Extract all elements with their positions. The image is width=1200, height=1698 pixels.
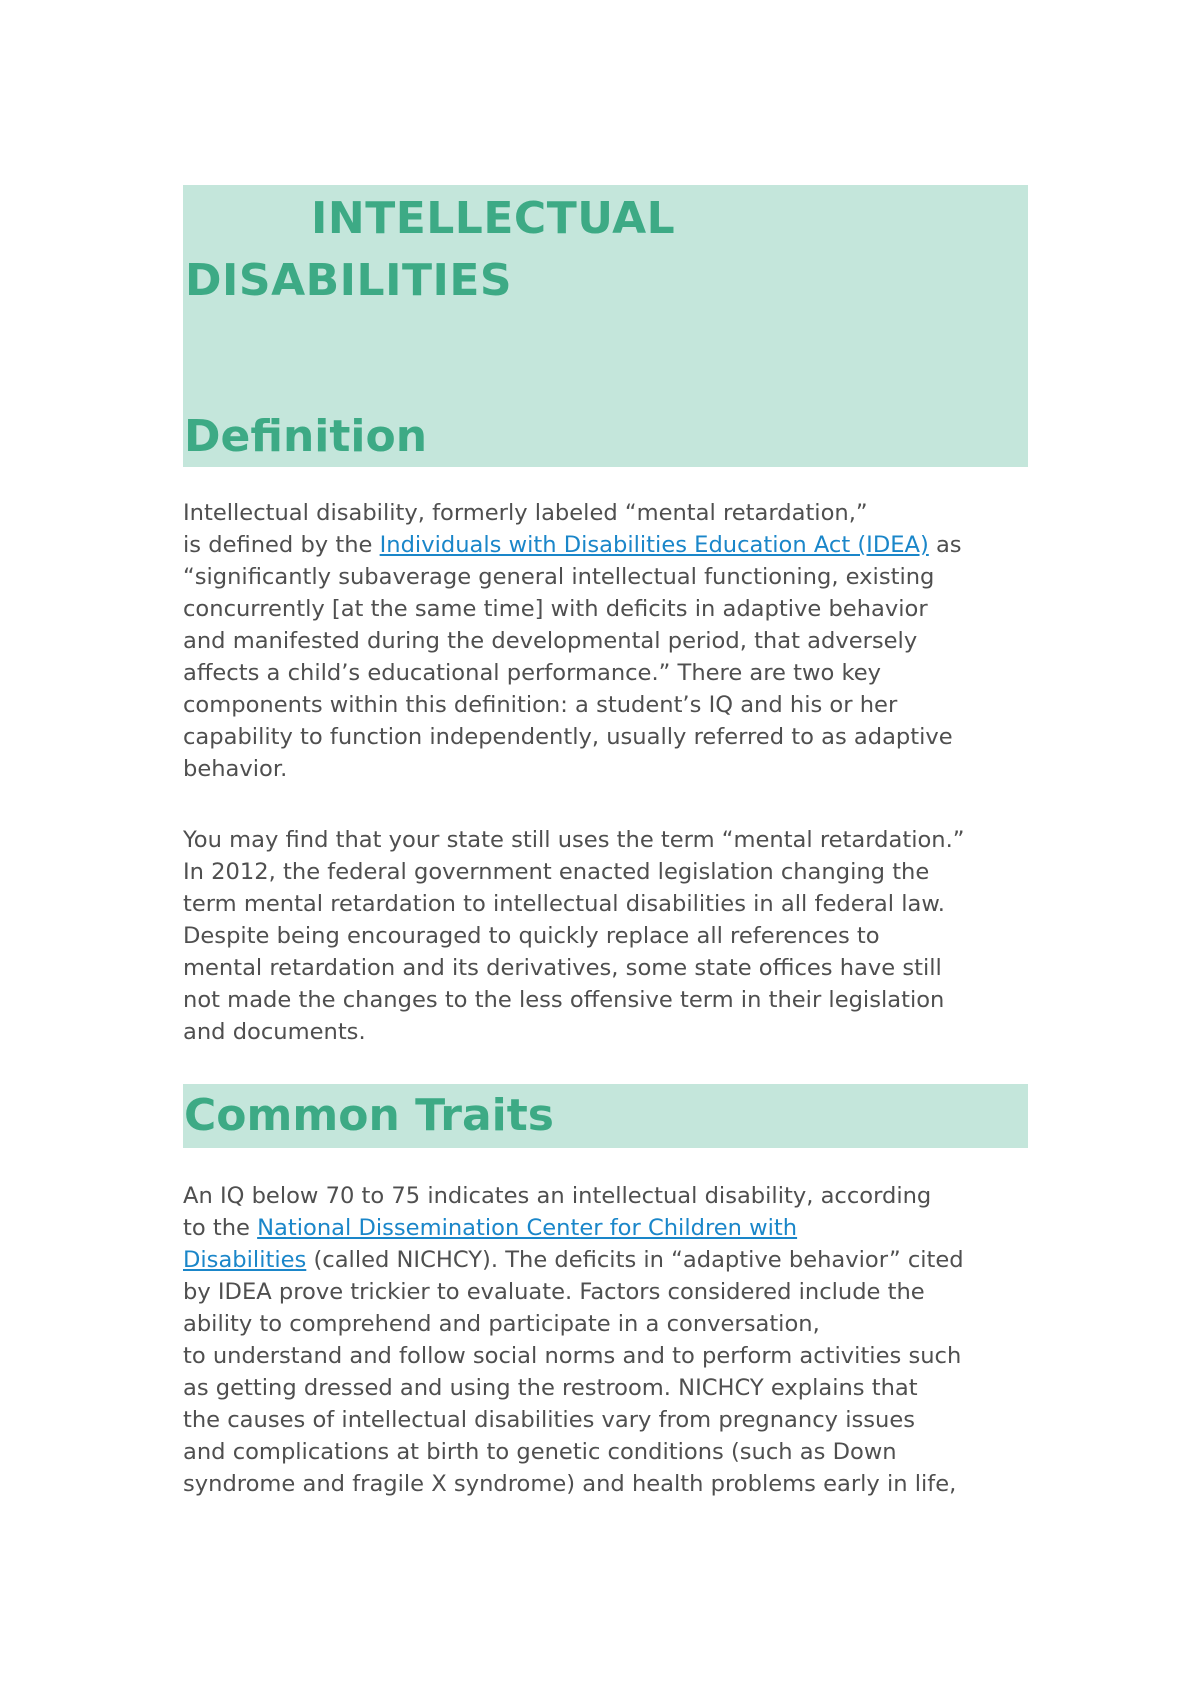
document-title-line-2: DISABILITIES: [185, 255, 513, 306]
text-line: and manifested during the developmental period, that adversely: [183, 628, 918, 654]
text-line: syndrome and fragile X syndrome) and health problems early in life,: [183, 1471, 957, 1497]
title-block: [183, 185, 1028, 467]
text-line: [183, 1212, 1028, 1244]
text-line: Intellectual disability, formerly labeled “mental retardation,”: [183, 500, 868, 526]
text-line: An IQ below 70 to 75 indicates an intellectual disability, according: [183, 1183, 932, 1209]
text-line: and complications at birth to genetic conditions (such as Down: [183, 1439, 897, 1465]
text-line: Despite being encouraged to quickly replace all references to: [183, 923, 880, 949]
text-line: [183, 529, 1028, 561]
text-line: term mental retardation to intellectual disabilities in all federal law.: [183, 891, 945, 917]
common-traits-heading-bar: [183, 1084, 1028, 1148]
definition-paragraph-2: [183, 824, 1028, 1048]
text-line: affects a child’s educational performance.” There are two key: [183, 660, 882, 686]
nichcy-link-continued[interactable]: Disabilities: [183, 1247, 307, 1273]
text-line: mental retardation and its derivatives, some state offices have still: [183, 955, 942, 981]
common-traits-paragraph: [183, 1180, 1028, 1500]
text-line: You may find that your state still uses the term “mental retardation.”: [183, 827, 965, 853]
text-segment: (called NICHCY). The deficits in “adaptive behavior” cited: [306, 1247, 964, 1273]
text-segment: to the: [183, 1215, 258, 1241]
text-line: ability to comprehend and participate in a conversation,: [183, 1311, 820, 1337]
definition-heading: Definition: [184, 411, 428, 462]
text-line: and documents.: [183, 1019, 366, 1045]
text-line: [183, 1244, 1028, 1276]
text-line: components within this definition: a student’s IQ and his or her: [183, 692, 898, 718]
text-line: capability to function independently, usually referred to as adaptive: [183, 724, 953, 750]
text-line: behavior.: [183, 756, 288, 782]
text-line: as getting dressed and using the restroom. NICHCY explains that: [183, 1375, 918, 1401]
common-traits-heading: Common Traits: [184, 1090, 554, 1141]
text-segment: is defined by the: [183, 532, 380, 558]
text-line: “significantly subaverage general intellectual functioning, existing: [183, 564, 935, 590]
text-line: In 2012, the federal government enacted legislation changing the: [183, 859, 930, 885]
idea-link[interactable]: Individuals with Disabilities Education Act (IDEA): [379, 532, 929, 558]
text-line: the causes of intellectual disabilities vary from pregnancy issues: [183, 1407, 916, 1433]
text-line: concurrently [at the same time] with deficits in adaptive behavior: [183, 596, 928, 622]
nichcy-link[interactable]: National Dissemination Center for Children with: [257, 1215, 798, 1241]
text-line: by IDEA prove trickier to evaluate. Factors considered include the: [183, 1279, 925, 1305]
text-line: to understand and follow social norms and to perform activities such: [183, 1343, 962, 1369]
document-page: [183, 185, 1028, 1500]
text-segment: as: [928, 532, 962, 558]
text-line: not made the changes to the less offensive term in their legislation: [183, 987, 945, 1013]
document-title-line-1: INTELLECTUAL: [311, 193, 676, 244]
definition-paragraph-1: [183, 497, 1028, 785]
